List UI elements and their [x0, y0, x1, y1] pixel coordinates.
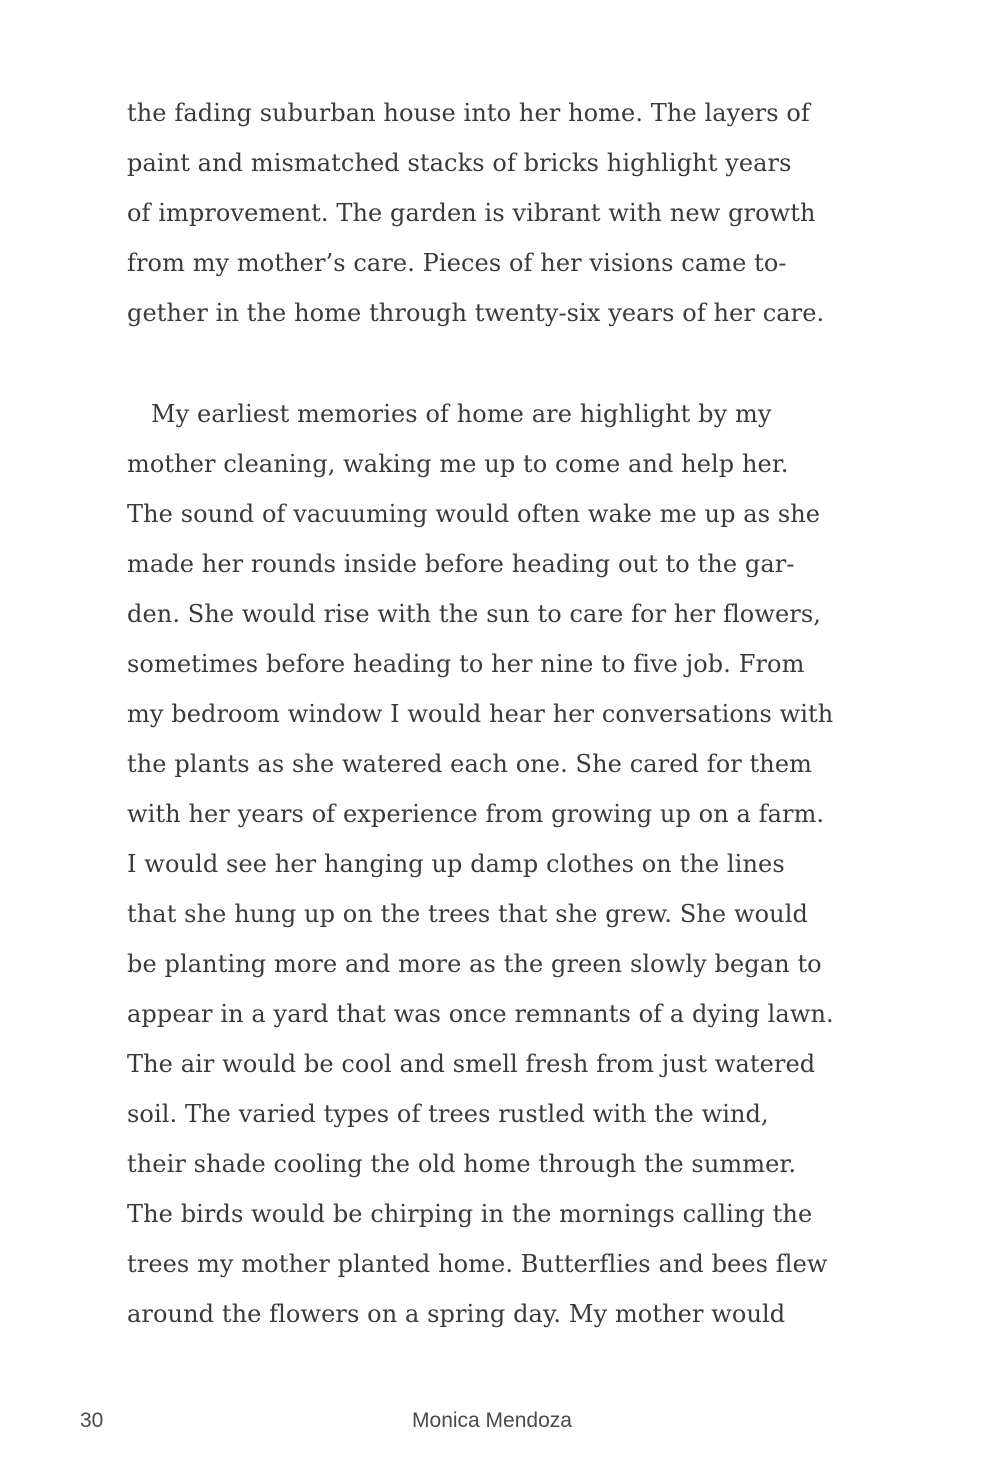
paragraph-2	[127, 396, 834, 1346]
text-line: appear in a yard that was once remnants of a dying lawn.	[127, 1000, 834, 1028]
text-line: paint and mismatched stacks of bricks highlight years	[127, 149, 792, 177]
text-line: around the flowers on a spring day. My mother would	[127, 1300, 786, 1328]
page-number: 30	[80, 1409, 104, 1432]
footer-author: Monica Mendoza	[412, 1409, 572, 1432]
text-line: mother cleaning, waking me up to come and help her.	[127, 450, 789, 478]
text-line: gether in the home through twenty-six years of her care.	[127, 299, 825, 327]
text-line: with her years of experience from growing up on a farm.	[127, 800, 825, 828]
text-line: that she hung up on the trees that she grew. She would	[127, 900, 808, 928]
text-line: The sound of vacuuming would often wake me up as she	[127, 500, 821, 528]
text-line: their shade cooling the old home through the summer.	[127, 1150, 797, 1178]
text-line: be planting more and more as the green slowly began to	[127, 950, 822, 978]
text-line: the fading suburban house into her home. The layers of	[127, 99, 810, 127]
text-line: from my mother’s care. Pieces of her visions came to-	[127, 249, 787, 277]
text-line: The birds would be chirping in the mornings calling the	[127, 1200, 813, 1228]
text-line: the plants as she watered each one. She cared for them	[127, 750, 813, 778]
text-line: made her rounds inside before heading out to the gar-	[127, 550, 795, 578]
text-line: of improvement. The garden is vibrant with new growth	[127, 199, 816, 227]
paragraph-1	[127, 95, 827, 345]
text-line: my bedroom window I would hear her conversations with	[127, 700, 834, 728]
text-line: I would see her hanging up damp clothes on the lines	[127, 850, 785, 878]
text-line: My earliest memories of home are highlight by my	[151, 400, 772, 428]
text-line: sometimes before heading to her nine to five job. From	[127, 650, 805, 678]
text-line: The air would be cool and smell fresh from just watered	[127, 1050, 816, 1078]
text-line: den. She would rise with the sun to care for her flowers,	[127, 600, 822, 628]
text-line: trees my mother planted home. Butterflies and bees flew	[127, 1250, 828, 1278]
text-line: soil. The varied types of trees rustled with the wind,	[127, 1100, 769, 1128]
